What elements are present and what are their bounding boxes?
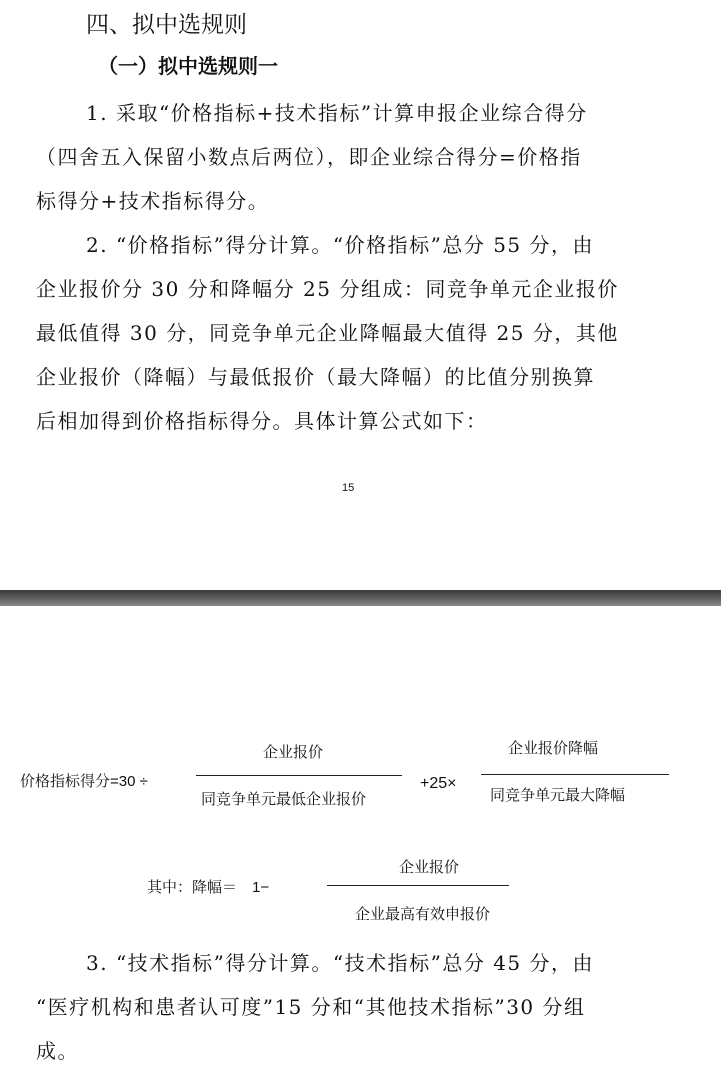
para2-line1: 2. “价格指标”得分计算。“价格指标”总分 55 分，由 xyxy=(86,233,595,257)
formula1-lhs: 价格指标得分=30 ÷ xyxy=(20,773,148,790)
formula1-frac1-numerator: 企业报价 xyxy=(263,744,324,761)
formula1-frac2-denominator: 同竞争单元最大降幅 xyxy=(490,787,626,804)
para2-line2: 企业报价分 30 分和降幅分 25 分组成：同竞争单元企业报价 xyxy=(36,277,619,301)
formula1-frac2-bar xyxy=(481,774,669,775)
formula1-plus: +25× xyxy=(420,775,457,792)
para1-line3: 标得分+技术指标得分。 xyxy=(36,189,270,213)
para2-line5: 后相加得到价格指标得分。具体计算公式如下： xyxy=(36,409,488,433)
formula2-numerator: 企业报价 xyxy=(399,859,460,876)
formula2-bar xyxy=(327,885,509,886)
para3-line1: 3. “技术指标”得分计算。“技术指标”总分 45 分，由 xyxy=(86,951,595,975)
section-heading: 四、拟中选规则 xyxy=(86,12,247,38)
formula2-denominator: 企业最高有效申报价 xyxy=(355,906,491,923)
formula1-frac2-numerator: 企业报价降幅 xyxy=(508,740,599,757)
formula1-frac1-denominator: 同竞争单元最低企业报价 xyxy=(201,791,367,808)
page-divider xyxy=(0,590,721,606)
para1-line1: 1. 采取“价格指标+技术指标”计算申报企业综合得分 xyxy=(86,101,588,125)
subsection-heading: （一）拟中选规则一 xyxy=(98,54,278,78)
para2-line4: 企业报价（降幅）与最低报价（最大降幅）的比值分别换算 xyxy=(36,365,595,389)
para3-line2: “医疗机构和患者认可度”15 分和“其他技术指标”30 分组 xyxy=(36,995,586,1019)
formula1-frac1-bar xyxy=(196,775,402,776)
page-number: 15 xyxy=(342,482,355,494)
para3-line3: 成。 xyxy=(36,1039,79,1063)
para1-line2: （四舍五入保留小数点后两位），即企业综合得分=价格指 xyxy=(36,145,582,169)
para2-line3: 最低值得 30 分，同竞争单元企业降幅最大值得 25 分，其他 xyxy=(36,321,619,345)
formula2-lhs: 其中：降幅＝ 1− xyxy=(147,879,270,896)
